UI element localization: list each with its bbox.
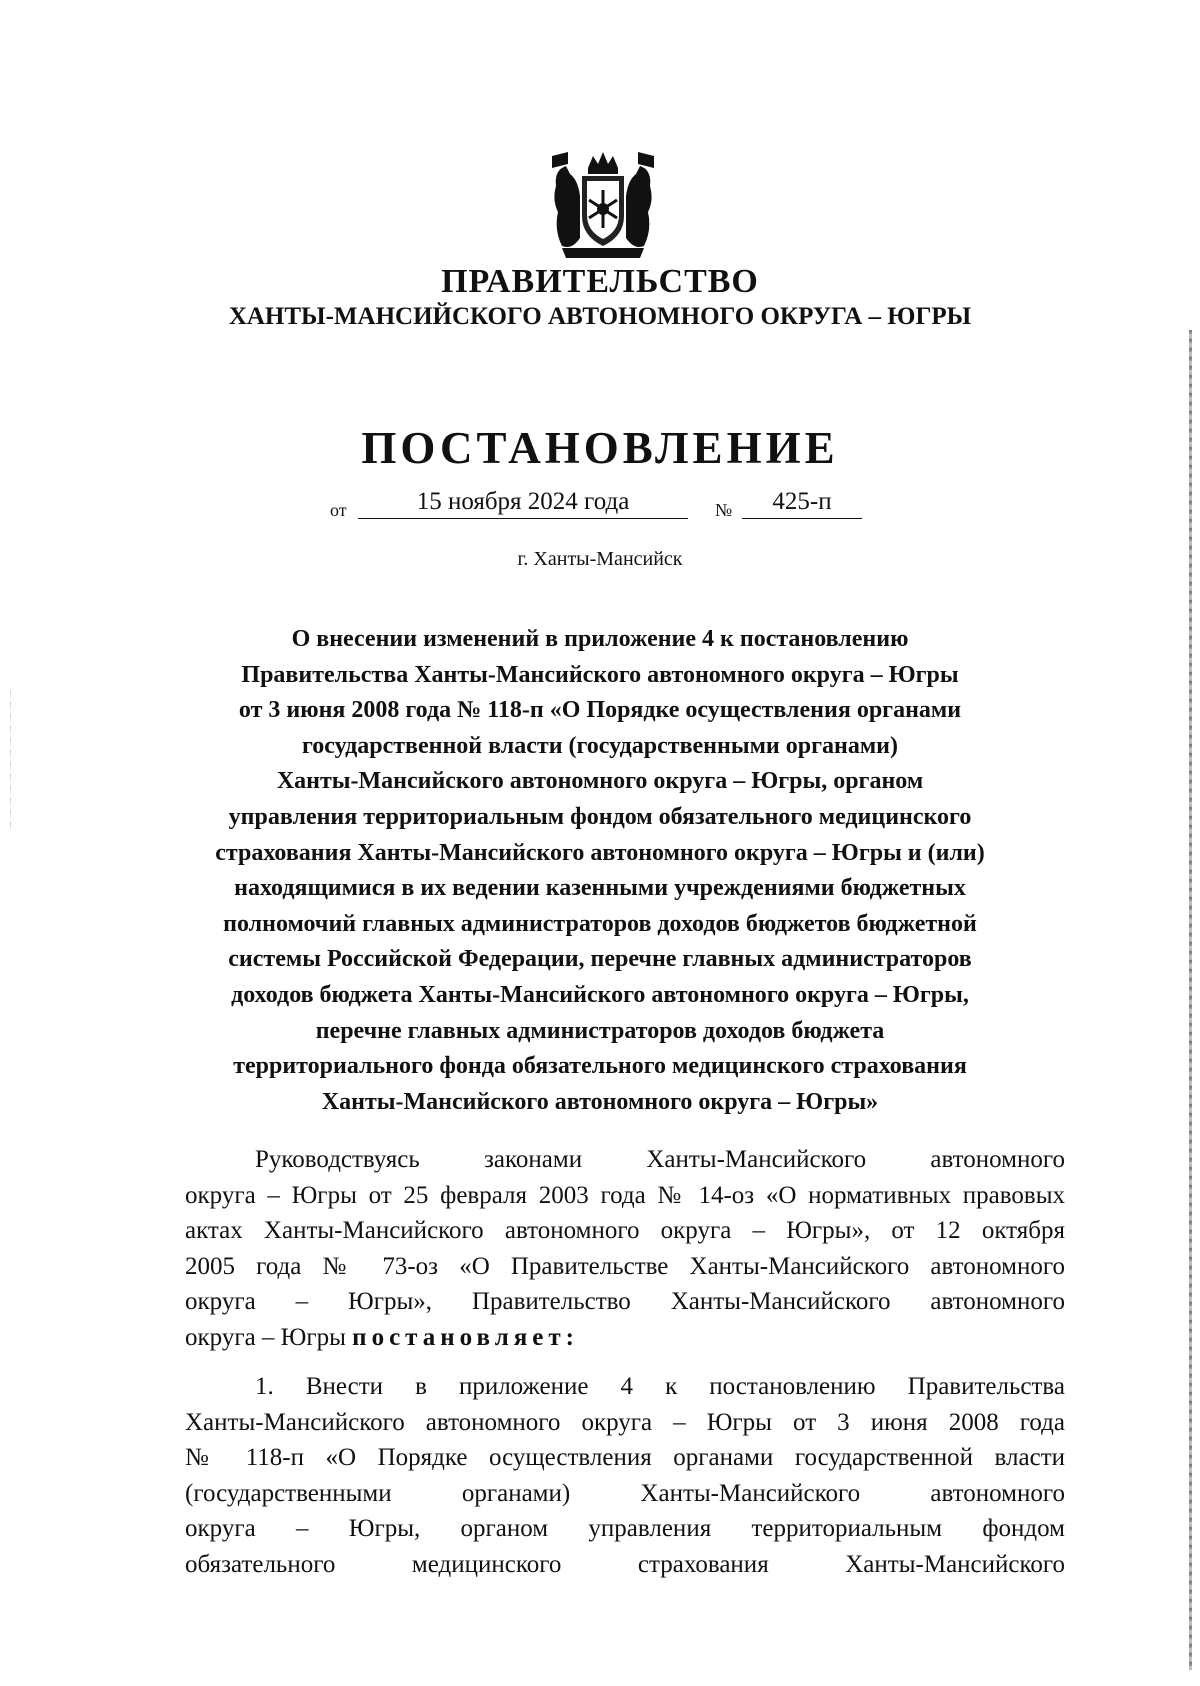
title-line: находящимися в их ведении казенными учреждениями бюджетных [234, 875, 966, 902]
scan-edge-right [1189, 330, 1192, 1670]
title-line: О внесении изменений в приложение 4 к постановлению [291, 626, 909, 652]
region-heading: ХАНТЫ-МАНСИЙСКОГО АВТОНОМНОГО ОКРУГА – ЮГРЫ [228, 303, 972, 330]
title-line: системы Российской Федерации, перечне главных администраторов [228, 946, 972, 973]
document-title [150, 622, 1050, 1120]
paragraph-1-line: 1. Внести в приложение 4 к постановлению Правительства [255, 1373, 1065, 1400]
title-line: полномочий главных администраторов доходов бюджетов бюджетной [223, 910, 977, 937]
preamble-last-prefix: округа – Югры [185, 1323, 346, 1351]
date-prefix: от [330, 500, 347, 520]
city: г. Ханты-Мансийск [517, 548, 683, 570]
title-line: Ханты-Мансийского автономного округа – Югры» [321, 1088, 879, 1115]
government-heading: ПРАВИТЕЛЬСТВО [441, 263, 759, 300]
preamble-line: актах Ханты-Мансийского автономного округа – Югры», от 12 октября [185, 1217, 1065, 1244]
title-line: управления территориальным фондом обязательного медицинского [228, 803, 972, 830]
preamble-line: 2005 года № 73-оз «О Правительстве Ханты-Мансийского автономного [185, 1252, 1065, 1280]
preamble-last-line [185, 1320, 1065, 1356]
paragraph-1-line: обязательного медицинского страхования Ханты-Мансийского [185, 1550, 1065, 1578]
document-date: 15 ноября 2024 года [358, 488, 688, 519]
paragraph-1-line: № 118-п «О Порядке осуществления органами государственной власти [185, 1444, 1065, 1471]
preamble-line: Руководствуясь законами Ханты-Мансийского автономного [255, 1146, 1065, 1173]
preamble-line: округа – Югры», Правительство Ханты-Мансийского автономного [185, 1288, 1065, 1315]
title-line: доходов бюджета Ханты-Мансийского автономного округа – Югры, [231, 981, 969, 1008]
document-type: ПОСТАНОВЛЕНИЕ [361, 423, 839, 473]
number-sign: № [715, 500, 733, 520]
date-number-line [330, 488, 870, 524]
resolves-word: постановляет: [352, 1323, 579, 1351]
title-line: от 3 июня 2008 года № 118-п «О Порядке осуществления органами [238, 697, 962, 724]
coat-of-arms-icon [548, 150, 658, 260]
paragraph-1 [185, 1369, 1065, 1582]
paragraph-1-line: Ханты-Мансийского автономного округа – Югры от 3 июня 2008 года [185, 1408, 1065, 1436]
title-line: территориального фонда обязательного медицинского страхования [233, 1053, 967, 1080]
title-line: страхования Ханты-Мансийского автономного округа – Югры и (или) [215, 839, 985, 866]
paragraph-1-line: округа – Югры, органом управления территориальным фондом [185, 1515, 1065, 1542]
title-line: Ханты-Мансийского автономного округа – Югры, органом [276, 768, 924, 795]
scan-edge-left [10, 690, 11, 830]
title-line: перечне главных администраторов доходов бюджета [315, 1017, 885, 1044]
title-line: Правительства Ханты-Мансийского автономного округа – Югры [241, 661, 959, 688]
title-line: государственной власти (государственными органами) [301, 732, 898, 759]
preamble-line: округа – Югры от 25 февраля 2003 года № 14-оз «О нормативных правовых [185, 1181, 1065, 1209]
preamble-paragraph [185, 1142, 1065, 1355]
document-number: 425-п [742, 488, 862, 519]
paragraph-1-line: (государственными органами) Ханты-Мансийского автономного [185, 1479, 1065, 1507]
